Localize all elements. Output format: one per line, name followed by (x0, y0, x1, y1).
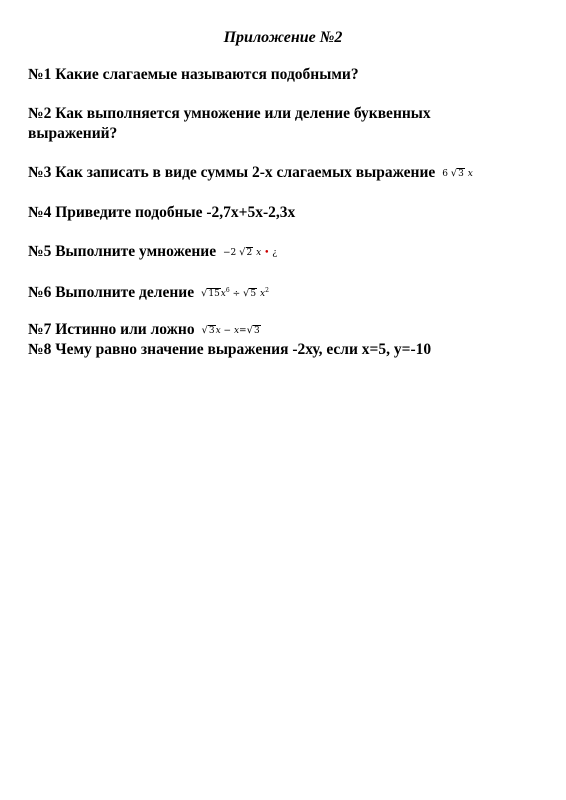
formula-5-var: x (256, 248, 262, 258)
formula-7-radicand: 3 (208, 326, 215, 336)
sqrt-symbol: √ (201, 325, 208, 336)
formula-6-exp-1: 6 (225, 287, 230, 294)
question-7-text: №7 Истинно или ложно (28, 321, 195, 338)
question-6-text: №6 Выполните деление (28, 284, 195, 301)
formula-5-tail: ¿ (272, 248, 278, 258)
formula-6-var-1: x (220, 289, 226, 299)
formula-5 (223, 243, 277, 263)
formula-6-radicand-1: 15 (208, 289, 220, 299)
formula-6-radicand-2: 5 (250, 289, 257, 299)
question-1 (28, 65, 359, 85)
question-4-text: №4 Приведите подобные -2,7х+5х-2,3х (28, 204, 296, 221)
sqrt-symbol: √ (246, 325, 253, 336)
sqrt-symbol: √ (239, 247, 246, 258)
question-7 (28, 320, 261, 341)
question-6 (28, 281, 269, 304)
formula-6 (201, 281, 269, 304)
sqrt-symbol: √ (200, 288, 208, 299)
formula-7-minus: − (223, 326, 232, 336)
page-title: Приложение №2 (223, 29, 343, 46)
formula-6-op: ÷ (232, 289, 241, 299)
formula-7-rhs-radicand: 3 (253, 326, 260, 336)
question-2-text: №2 Как выполняется умножение или деление буквенных выражений? (28, 105, 431, 142)
question-4 (28, 203, 295, 223)
formula-7-var-1: x (215, 326, 221, 336)
formula-3-var: x (467, 169, 473, 179)
formula-3 (442, 164, 473, 184)
question-2 (28, 104, 508, 144)
formula-3-coef: 6 (442, 169, 448, 179)
question-3-text: №3 Как записать в виде суммы 2-х слагаемых выражение (28, 164, 436, 181)
formula-5-radicand: 2 (246, 248, 253, 258)
formula-7 (201, 321, 260, 341)
formula-6-exp-2: 2 (265, 287, 269, 294)
question-8-text: №8 Чему равно значение выражения -2ху, если х=5, у=-10 (28, 341, 432, 358)
formula-5-dot: • (264, 248, 270, 258)
question-1-text: №1 Какие слагаемые называются подобными? (28, 66, 359, 83)
formula-5-coef: −2 (222, 248, 237, 258)
sqrt-symbol: √ (243, 288, 250, 299)
question-5 (28, 242, 277, 263)
question-8 (28, 340, 431, 360)
formula-7-eq: = (239, 326, 247, 336)
question-5-text: №5 Выполните умножение (28, 243, 217, 260)
formula-3-radicand: 3 (458, 169, 464, 179)
question-3 (28, 163, 473, 184)
formula-7-var-2: x (233, 326, 240, 336)
formula-6-var-2: x (259, 289, 266, 299)
sqrt-symbol: √ (450, 168, 458, 179)
